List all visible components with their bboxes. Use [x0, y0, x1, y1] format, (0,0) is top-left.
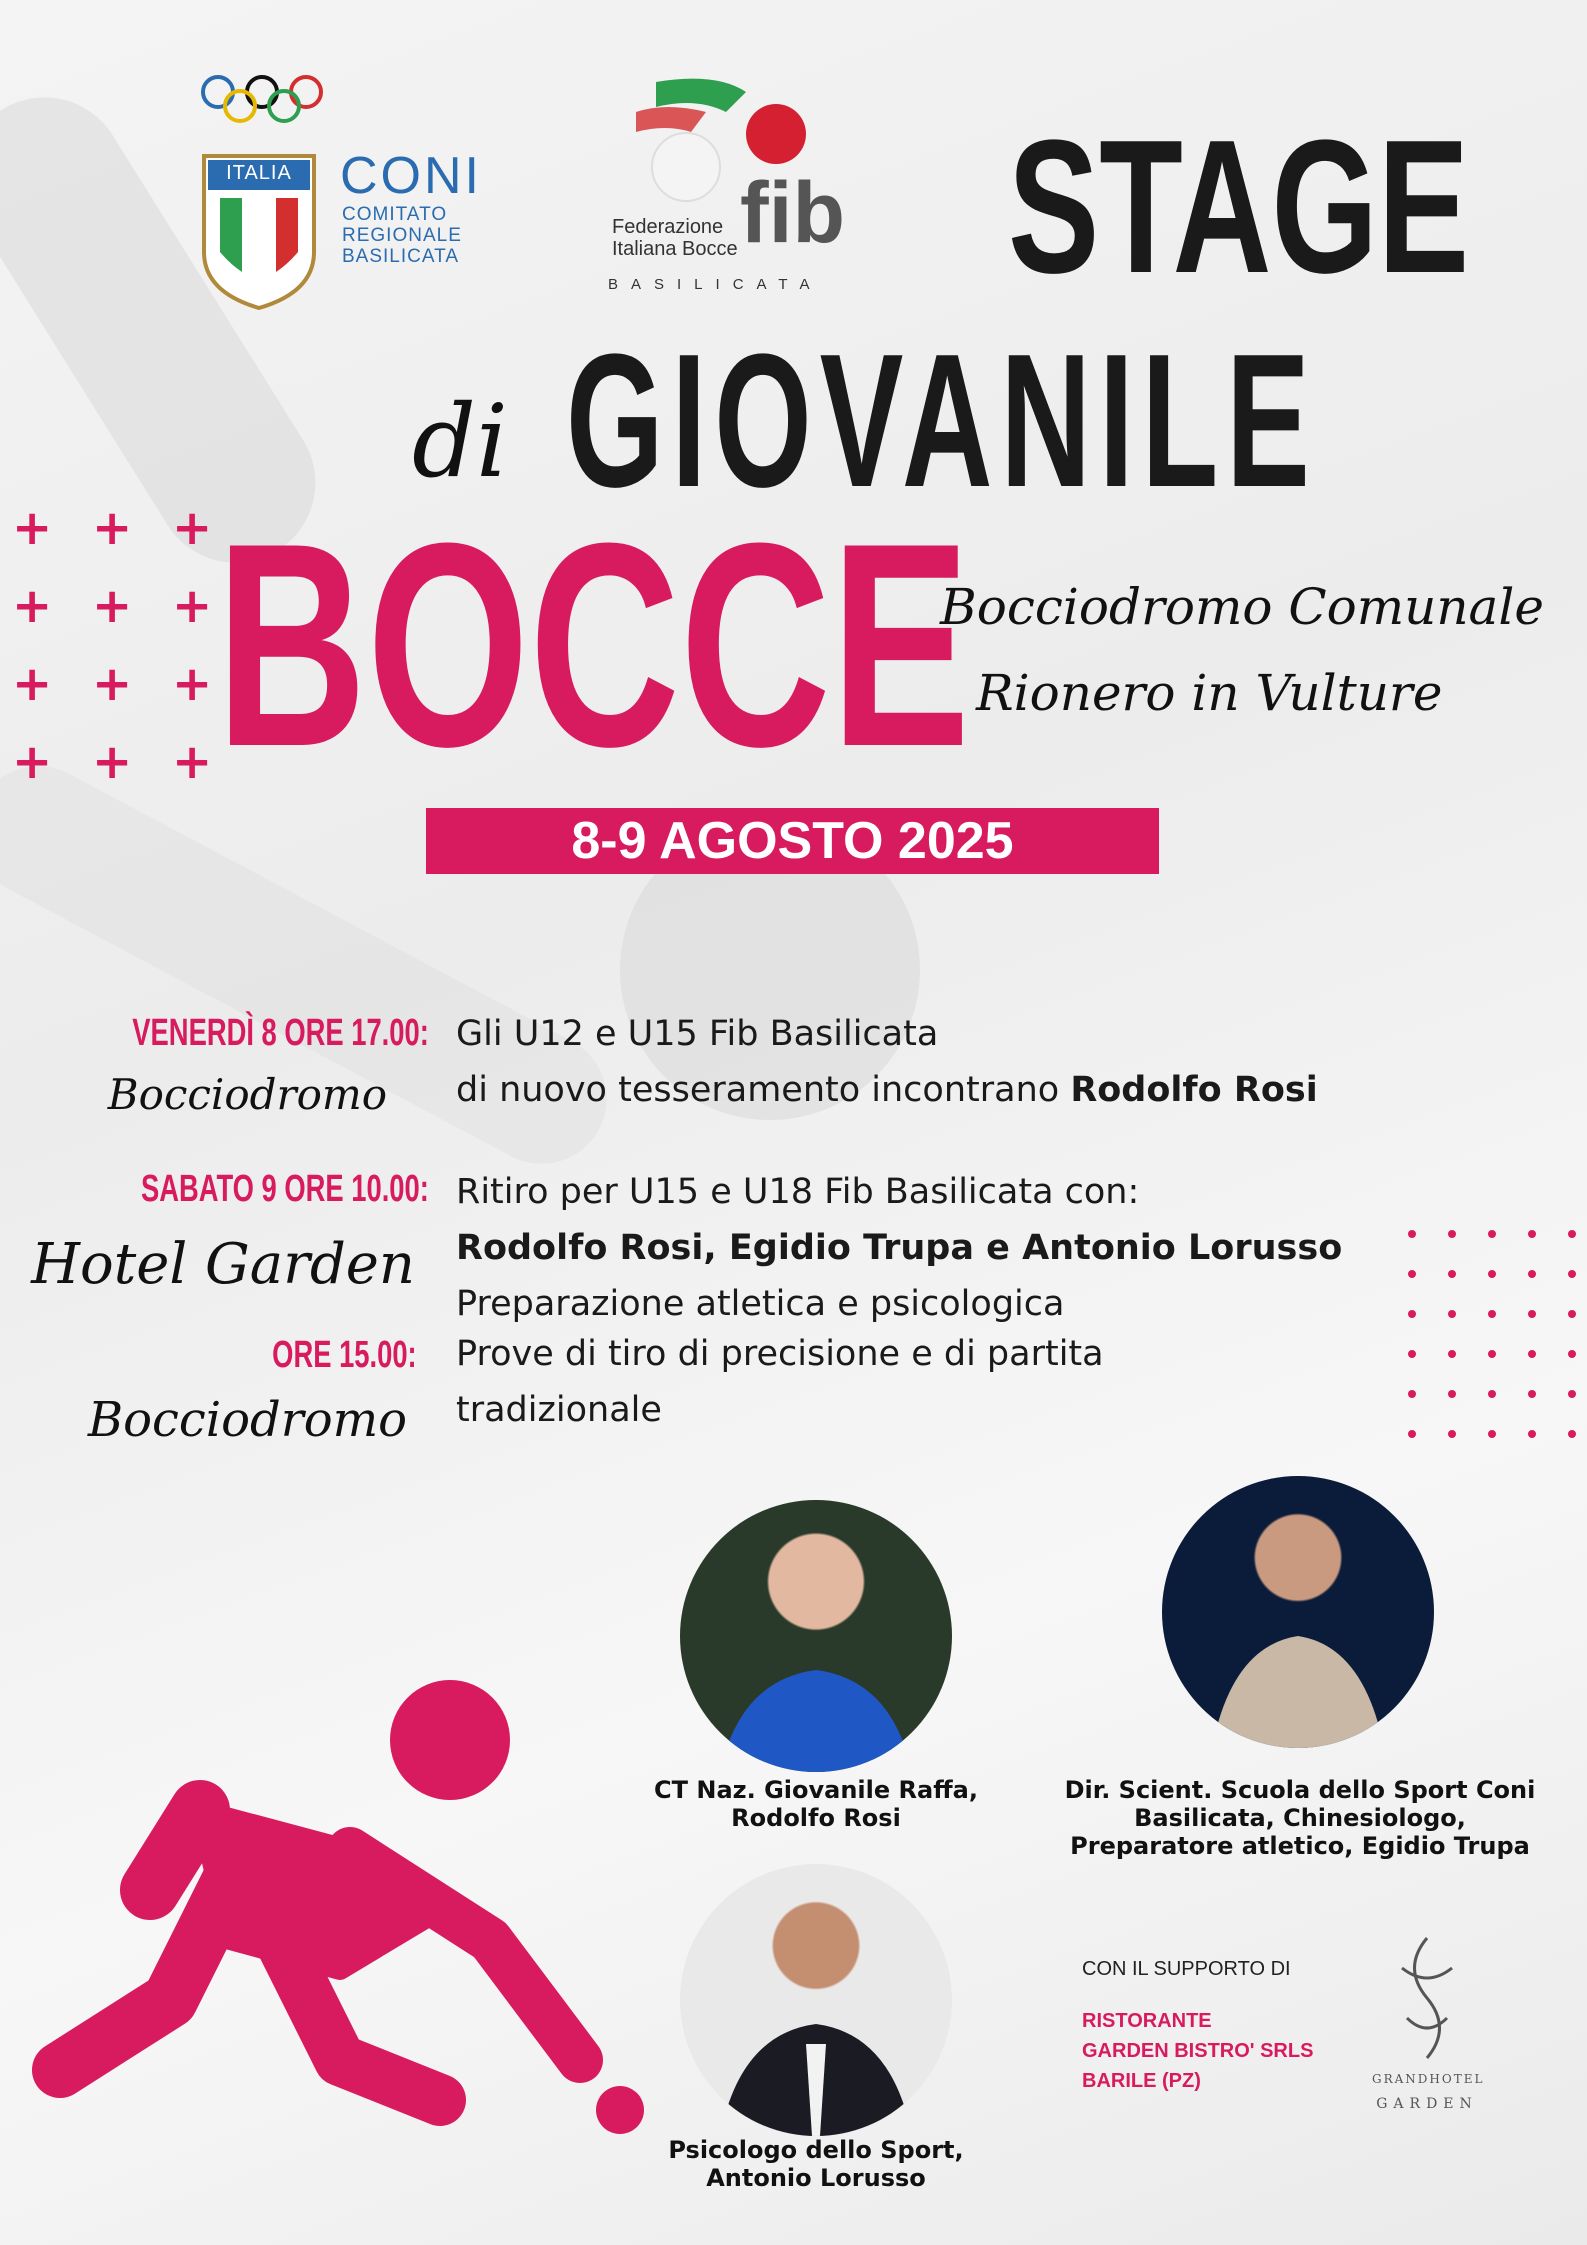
- schedule-sat-label: [29, 1168, 429, 1211]
- plus-icon: +: [12, 656, 53, 712]
- event-date: 8-9 AGOSTO 2025: [571, 812, 1014, 870]
- schedule-line-bold: Rodolfo Rosi, Egidio Trupa e Antonio Lorusso: [456, 1228, 1343, 1268]
- dot-icon: [1568, 1390, 1576, 1398]
- photo-rodolfo-rosi: [680, 1500, 952, 1772]
- schedule-place: Bocciodromo: [107, 1070, 387, 1119]
- schedule-line-text: di nuovo tesseramento incontrano: [456, 1070, 1060, 1110]
- grandhotel-logo-line: GRANDHOTEL: [1372, 2072, 1485, 2086]
- coni-subtitle-line: COMITATO: [342, 204, 448, 225]
- schedule-place: Hotel Garden: [31, 1232, 415, 1297]
- dot-icon: [1528, 1270, 1536, 1278]
- caption-line: Dir. Scient. Scuola dello Sport Coni: [1064, 1776, 1536, 1804]
- dot-icon: [1568, 1230, 1576, 1238]
- caption-line: CT Naz. Giovanile Raffa,: [654, 1776, 978, 1804]
- plus-icon: +: [92, 734, 133, 790]
- sponsor-intro: CON IL SUPPORTO DI: [1082, 1958, 1291, 1980]
- coni-badge-label: ITALIA: [226, 162, 292, 184]
- schedule-sat-pm-label: [216, 1334, 417, 1377]
- schedule-fri-label: [17, 1012, 429, 1055]
- dot-icon: [1448, 1310, 1456, 1318]
- plus-icon: +: [12, 578, 53, 634]
- fib-mark: fib: [740, 165, 846, 261]
- dot-icon: [1568, 1350, 1576, 1358]
- dot-icon: [1408, 1390, 1416, 1398]
- dot-icon: [1448, 1430, 1456, 1438]
- title-stage: STAGE: [1008, 101, 1470, 313]
- title-giovanile: GIOVANILE: [566, 315, 1318, 527]
- plus-icon: +: [92, 656, 133, 712]
- dot-icon: [1488, 1390, 1496, 1398]
- dot-icon: [1408, 1310, 1416, 1318]
- plus-icon: +: [12, 734, 53, 790]
- venue-line: Bocciodromo Comunale: [940, 578, 1544, 636]
- schedule-fri-place: [108, 1070, 387, 1119]
- caption-antonio-lorusso: [600, 2136, 1032, 2192]
- dot-icon: [1488, 1310, 1496, 1318]
- fib-name: [612, 216, 738, 260]
- schedule-fri-text: [456, 1006, 1318, 1118]
- schedule-line-bold: Rodolfo Rosi: [1070, 1070, 1318, 1110]
- dot-icon: [1448, 1390, 1456, 1398]
- date-banner: [426, 808, 1159, 874]
- coni-name: CONI: [340, 147, 482, 205]
- schedule-sat-pm-text: [456, 1326, 1104, 1438]
- grandhotel-garden-logo: [1372, 1928, 1485, 2142]
- dot-icon: [1488, 1430, 1496, 1438]
- schedule-line: [456, 1220, 1342, 1276]
- sponsor-name: [1082, 2006, 1313, 2096]
- dot-icon: [1448, 1230, 1456, 1238]
- dot-icon: [1448, 1270, 1456, 1278]
- bocce-player-icon: [20, 1640, 660, 2140]
- schedule-line: Preparazione atletica e psicologica: [456, 1284, 1065, 1324]
- dot-icon: [1408, 1230, 1416, 1238]
- dot-icon: [1408, 1350, 1416, 1358]
- olympic-rings-icon: [196, 74, 328, 124]
- title-bocce: BOCCE: [216, 483, 971, 807]
- caption-egidio-trupa: [1040, 1776, 1560, 1860]
- fib-region: BASILICATA: [608, 276, 823, 293]
- dot-icon: [1528, 1390, 1536, 1398]
- plus-icon: +: [12, 500, 53, 556]
- schedule-line: tradizionale: [456, 1390, 662, 1430]
- photo-egidio-trupa: [1162, 1476, 1434, 1748]
- plus-icon: +: [92, 578, 133, 634]
- venue-line: Rionero in Vulture: [976, 664, 1443, 722]
- schedule-line: Gli U12 e U15 Fib Basilicata: [456, 1014, 939, 1054]
- plus-icon: +: [92, 500, 133, 556]
- caption-line: Basilicata, Chinesiologo,: [1134, 1804, 1466, 1832]
- caption-rodolfo-rosi: [600, 1776, 1032, 1832]
- caption-line: Psicologo dello Sport,: [668, 2136, 964, 2164]
- coni-subtitle-line: BASILICATA: [342, 246, 459, 267]
- plus-icon: +: [172, 656, 213, 712]
- schedule-place: Bocciodromo: [87, 1392, 407, 1448]
- schedule-day: SABATO 9 ORE 10.00:: [141, 1168, 429, 1210]
- schedule-sat-text: [456, 1164, 1342, 1332]
- schedule-sat-pm-place: [88, 1392, 407, 1448]
- grandhotel-logo-line: GARDEN: [1376, 2096, 1478, 2112]
- dot-icon: [1528, 1350, 1536, 1358]
- italia-shield-icon: [200, 152, 318, 312]
- fib-name-line: Italiana Bocce: [612, 238, 738, 260]
- dot-icon: [1528, 1310, 1536, 1318]
- coni-subtitle: [342, 204, 462, 267]
- schedule-line: [456, 1062, 1318, 1118]
- schedule-sat-place: [31, 1232, 415, 1297]
- dot-icon: [1528, 1430, 1536, 1438]
- caption-line: Preparatore atletico, Egidio Trupa: [1070, 1832, 1530, 1860]
- dot-icon: [1568, 1310, 1576, 1318]
- title-di: di: [412, 383, 508, 500]
- caption-line: Rodolfo Rosi: [731, 1804, 901, 1832]
- sponsor-line: GARDEN BISTRO' SRLS: [1082, 2040, 1314, 2062]
- dot-icon: [1488, 1350, 1496, 1358]
- dot-icon: [1568, 1430, 1576, 1438]
- dot-icon: [1488, 1230, 1496, 1238]
- coni-subtitle-line: REGIONALE: [342, 225, 462, 246]
- plus-icon: +: [172, 734, 213, 790]
- dot-icon: [1528, 1230, 1536, 1238]
- dot-icon: [1408, 1430, 1416, 1438]
- dot-icon: [1448, 1350, 1456, 1358]
- schedule-day: ORE 15.00:: [272, 1334, 417, 1376]
- caption-line: Antonio Lorusso: [706, 2164, 926, 2192]
- schedule-line: Ritiro per U15 e U18 Fib Basilicata con:: [456, 1172, 1140, 1212]
- plus-icon: +: [172, 578, 213, 634]
- schedule-day: VENERDÌ 8 ORE 17.00:: [132, 1012, 429, 1054]
- dot-icon: [1408, 1270, 1416, 1278]
- schedule-line: Prove di tiro di precisione e di partita: [456, 1334, 1104, 1374]
- dot-icon: [1568, 1270, 1576, 1278]
- sponsor-line: RISTORANTE: [1082, 2010, 1212, 2032]
- fib-name-line: Federazione: [612, 216, 724, 238]
- plus-icon: +: [172, 500, 213, 556]
- sponsor-line: BARILE (PZ): [1082, 2070, 1201, 2092]
- dot-icon: [1488, 1270, 1496, 1278]
- photo-antonio-lorusso: [680, 1864, 952, 2136]
